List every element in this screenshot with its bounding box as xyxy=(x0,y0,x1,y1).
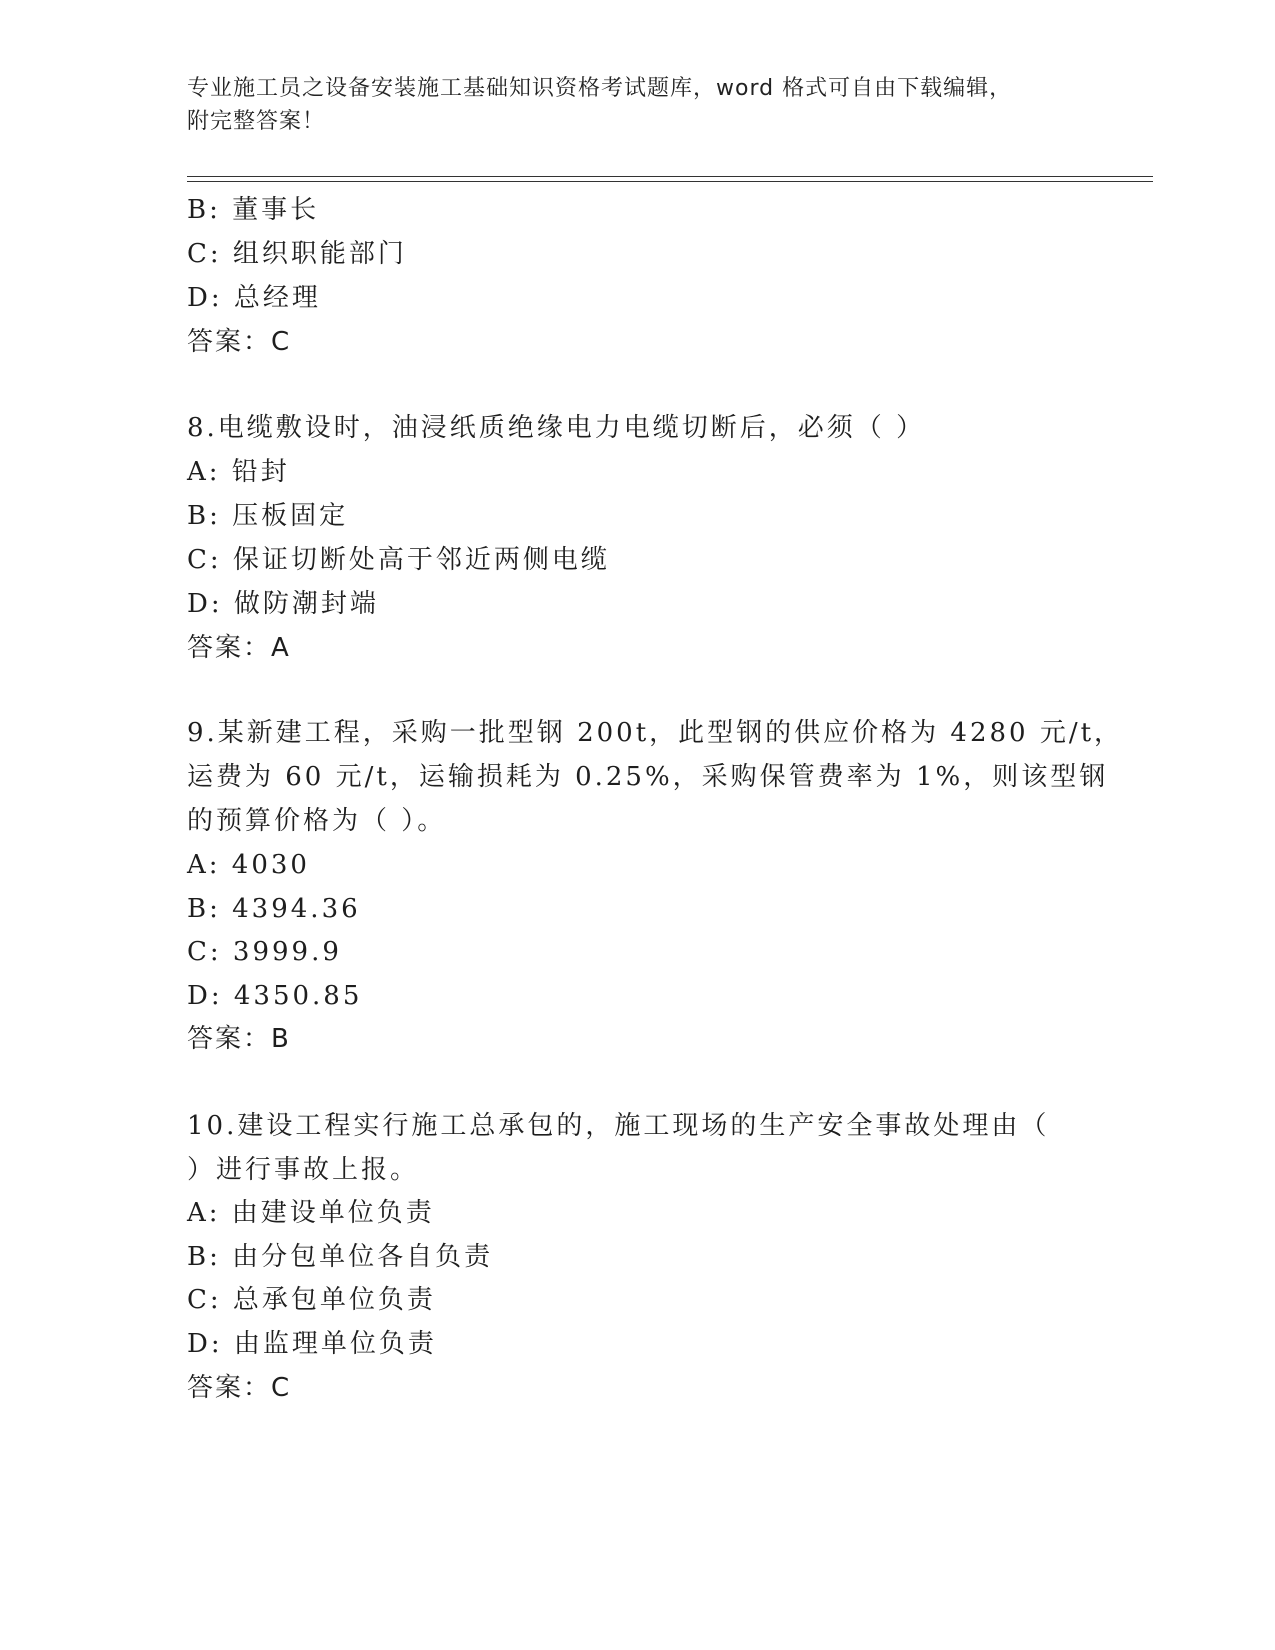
q7-option-b: B: 董事长 xyxy=(187,195,320,225)
q8-option-d: D: 做防潮封端 xyxy=(187,589,379,619)
header-divider-bottom xyxy=(187,181,1153,182)
q8-option-c: C: 保证切断处高于邻近两侧电缆 xyxy=(187,545,610,575)
q9-answer: 答案：B xyxy=(187,1024,291,1054)
q9-stem-line-2: 运费为 60 元/t，运输损耗为 0.25%，采购保管费率为 1%，则该型钢 xyxy=(187,762,1109,792)
q9-stem-line-3: 的预算价格为（ ）。 xyxy=(187,806,447,836)
header-line-2: 附完整答案！ xyxy=(187,109,326,134)
q8-answer: 答案：A xyxy=(187,633,291,663)
q8-stem-line-1: 8.电缆敷设时，油浸纸质绝缘电力电缆切断后，必须（ ） xyxy=(187,413,926,443)
q10-option-a: A: 由建设单位负责 xyxy=(187,1198,435,1228)
header-line-1: 专业施工员之设备安装施工基础知识资格考试题库，word 格式可自由下载编辑， xyxy=(187,76,1013,101)
q7-answer: 答案：C xyxy=(187,327,292,357)
q10-option-d: D: 由监理单位负责 xyxy=(187,1329,437,1359)
q9-stem-line-1: 9.某新建工程，采购一批型钢 200t，此型钢的供应价格为 4280 元/t， xyxy=(187,718,1124,748)
q9-option-c: C: 3999.9 xyxy=(187,937,342,967)
q8-option-b: B: 压板固定 xyxy=(187,501,349,531)
q10-stem-line-1: 10.建设工程实行施工总承包的，施工现场的生产安全事故处理由（ xyxy=(187,1111,1050,1141)
q9-option-a: A: 4030 xyxy=(187,850,310,880)
q10-option-b: B: 由分包单位各自负责 xyxy=(187,1242,494,1272)
q10-answer: 答案：C xyxy=(187,1373,292,1403)
q9-option-d: D: 4350.85 xyxy=(187,981,363,1011)
document-header xyxy=(187,72,1067,138)
q10-option-c: C: 总承包单位负责 xyxy=(187,1285,436,1315)
q7-option-c: C: 组织职能部门 xyxy=(187,239,407,269)
q10-stem-line-2: ）进行事故上报。 xyxy=(187,1155,420,1185)
q9-option-b: B: 4394.36 xyxy=(187,894,361,924)
q7-option-d: D: 总经理 xyxy=(187,283,321,313)
q8-option-a: A: 铅封 xyxy=(187,457,290,487)
header-divider-top xyxy=(187,176,1153,177)
